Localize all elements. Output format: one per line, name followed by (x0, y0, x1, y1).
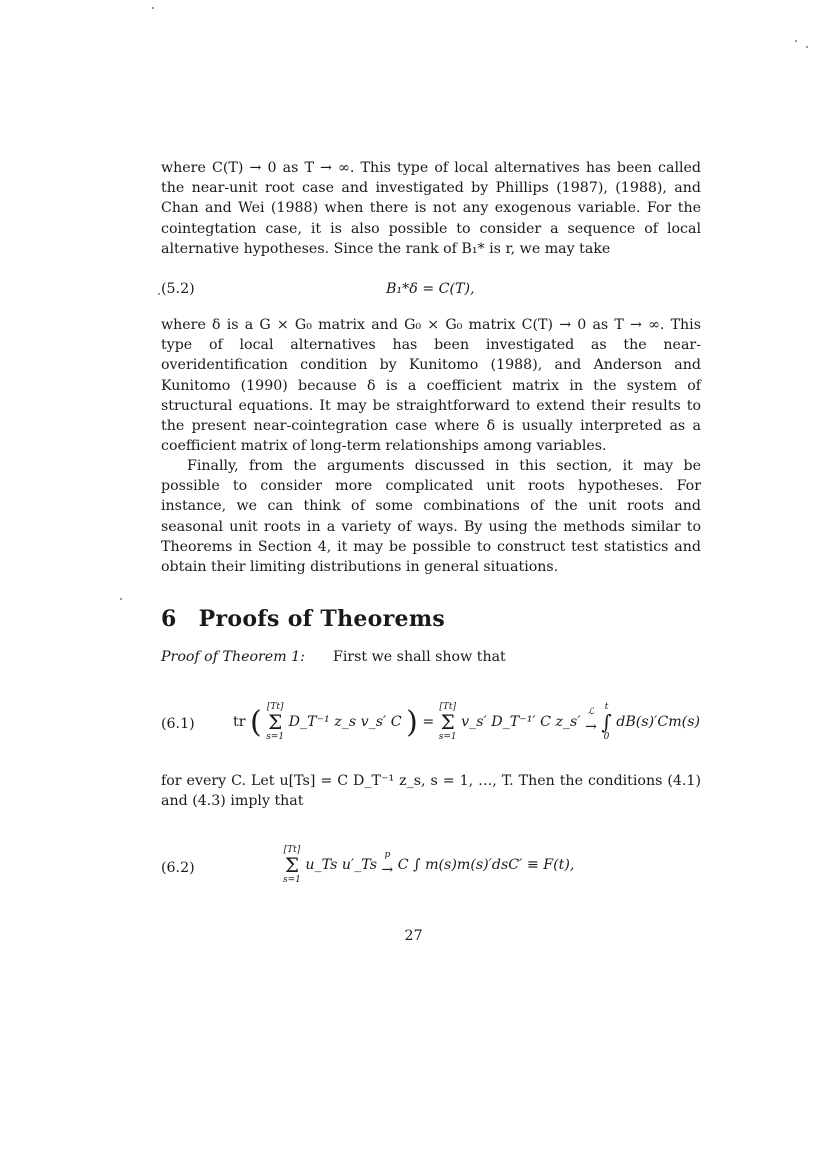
scan-speck (795, 40, 797, 42)
equation-6-2 (283, 845, 574, 885)
left-paren: ( (250, 705, 262, 740)
right-paren: ) (406, 705, 418, 740)
scan-speck (806, 46, 808, 48)
equation-label-5-2: (5.2) (161, 281, 195, 297)
equation-lhs: B₁*δ (386, 281, 418, 297)
section-number: 6 (161, 606, 177, 632)
equation-5-2 (386, 281, 475, 297)
sum-symbol: [Tt] Σ s=1 (438, 702, 457, 742)
equation-relation: = (422, 281, 435, 297)
section-heading (161, 606, 445, 632)
scan-speck (152, 7, 154, 9)
equation-label-6-2: (6.2) (161, 860, 195, 876)
integrand: C ∫ m(s)m(s)′dsC′ ≡ F(t), (397, 857, 575, 873)
equation-6-1: tr ( [Tt] Σ s=1 D_T⁻¹ z_s v_s′ C ) = [Tt] Σ s=1 v_s′ D_T⁻¹′ C z_s′ ℒ → t ∫ 0 dB(s)′Cm(s) (233, 702, 701, 742)
paragraph-unit-roots-hypotheses: Finally, from the arguments discussed in this section, it may be possible to consider more complicated unit roots hypotheses. For instance, we can think of some combinations of the unit roots and seasonal unit roots in a variety of ways. By using the methods similar to Theorems in Section 4, it may be possible to construct test statistics and obtain their limiting distributions in general situations. (161, 458, 701, 576)
sum-symbol: [Tt] Σ s=1 (283, 845, 301, 885)
proof-text: First we shall show that (332, 649, 506, 665)
trace-operator: tr (233, 714, 246, 730)
convergence-arrow: ℒ → (585, 707, 597, 735)
paragraph-conditions: for every C. Let u[Ts] = C D_T⁻¹ z_s, s = 1, …, T. Then the conditions (4.1) and (4.3) imply that (161, 773, 701, 810)
proof-label: Proof of Theorem 1: (161, 649, 305, 665)
sum-symbol: [Tt] Σ s=1 (266, 702, 285, 742)
proof-intro (161, 649, 506, 665)
page-number: 27 (404, 928, 423, 944)
section-title: Proofs of Theorems (198, 606, 446, 632)
scan-speck (158, 293, 160, 295)
scan-speck (120, 598, 122, 600)
sum-term-1: D_T⁻¹ z_s v_s′ C (288, 714, 402, 730)
convergence-arrow: p → (381, 850, 394, 878)
equation-rhs: C(T), (438, 281, 475, 297)
sum-term-2: v_s′ D_T⁻¹′ C z_s′ (461, 714, 581, 730)
integral-symbol: t ∫ 0 (601, 702, 612, 742)
equation-label-6-1: (6.1) (161, 716, 195, 732)
paragraph-near-overidentification: where δ is a G × G₀ matrix and G₀ × G₀ matrix C(T) → 0 as T → ∞. This type of local alternatives has been investigated as the near-overidentification condition by Kunitomo (1988), and Anderson and Kunitomo (1990) because δ is a coefficient matrix in the system of structural equations. It may be straightforward to extend their results to the present near-cointegration case where δ is usually interpreted as a coefficient matrix of long-term relationships among variables. (161, 317, 701, 455)
paragraph-near-unit-root: where C(T) → 0 as T → ∞. This type of local alternatives has been called the near-unit root case and investigated by Phillips (1987), (1988), and Chan and Wei (1988) when there is not any exogenous variable. For the cointegtation case, it is also possible to consider a sequence of local alternative hypotheses. Since the rank of B₁* is r, we may take (161, 160, 701, 257)
summand: u_Ts u′_Ts (305, 857, 378, 873)
integrand: dB(s)′Cm(s) (616, 714, 701, 730)
